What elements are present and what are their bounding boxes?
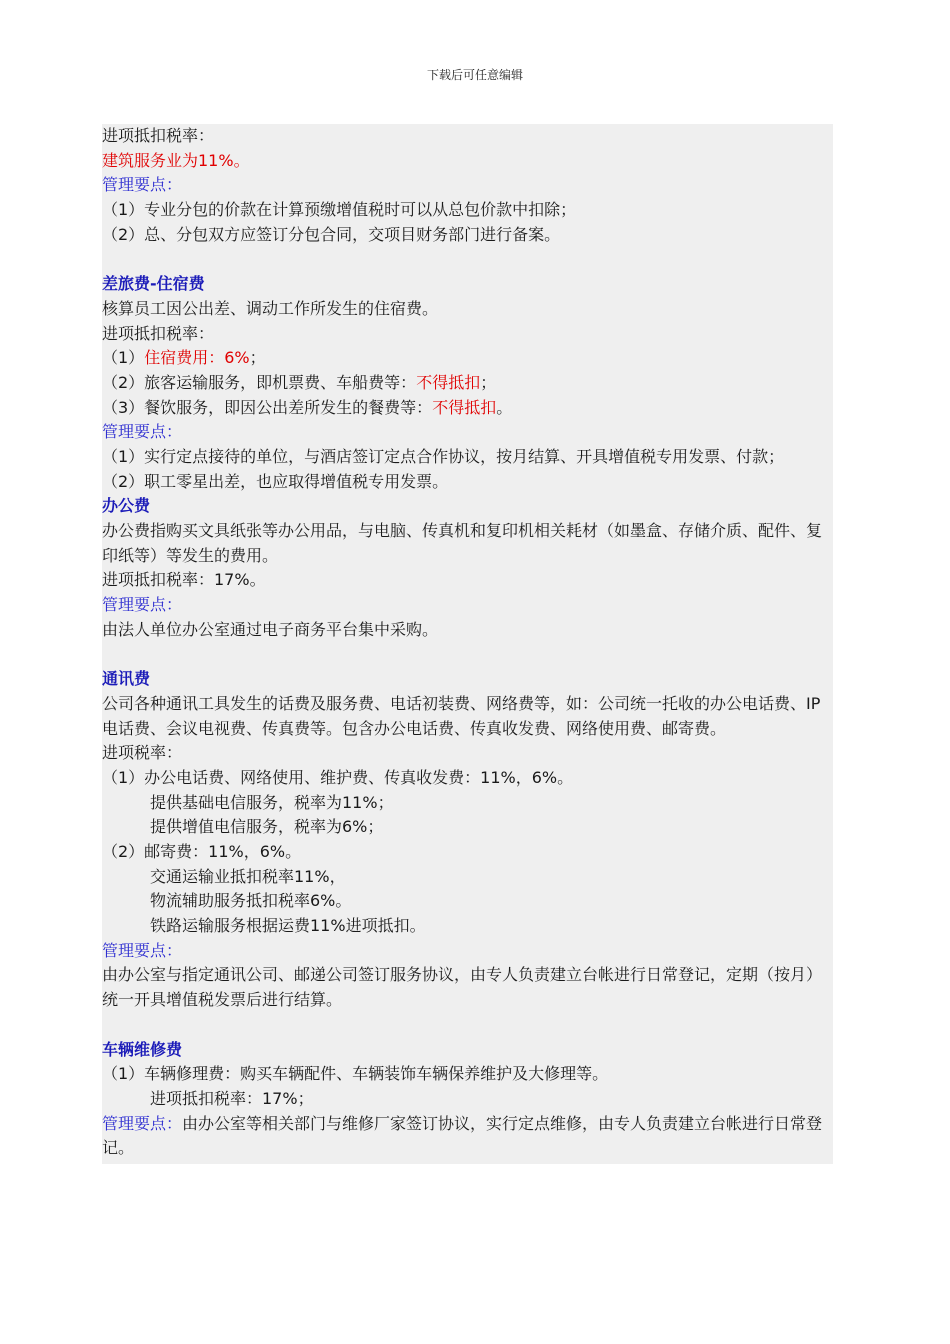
s4-rate-2a: 交通运输业抵扣税率11%， — [150, 866, 346, 886]
s2-rate-3 — [102, 396, 833, 421]
s4-rate-2c: 铁路运输服务根据运费11%进项抵扣。 — [150, 916, 426, 936]
s4-desc: 公司各种通讯工具发生的话费及服务费、电话初装费、网络费等，如：公司统一托收的办公电话费、IP电话费、会议电视费、传真费等。包含办公电话费、传真收发费、网络使用费、邮寄费。 — [102, 693, 821, 738]
s1-mgmt-label: 管理要点： — [102, 175, 183, 195]
s3-mgmt-label: 管理要点： — [102, 595, 183, 615]
s2-rate-1 — [102, 346, 833, 371]
s2-mgmt-1: （1）实行定点接待的单位，与酒店签订定点合作协议，按月结算、开具增值税专用发票、付款； — [102, 446, 785, 466]
s1-rate-label: 进项抵扣税率： — [102, 126, 215, 145]
document-body — [102, 124, 833, 1164]
s5-point-1: （1）车辆修理费：购买车辆配件、车辆装饰车辆保养维护及大修理等。 — [102, 1064, 609, 1084]
s2-r3-red: 不得抵扣 — [432, 397, 497, 417]
s5-point-1-rate: 进项抵扣税率：17%； — [150, 1088, 314, 1108]
s3-mgmt-1: 由法人单位办公室通过电子商务平台集中采购。 — [102, 619, 439, 639]
s4-rate-2: （2）邮寄费：11%，6%。 — [102, 842, 302, 862]
s4-rate-1b: 提供增值电信服务，税率为6%； — [150, 817, 384, 837]
s2-r2-suffix: ； — [480, 372, 497, 392]
s2-title: 差旅费-住宿费 — [102, 274, 205, 294]
s1-point-1: （1）专业分包的价款在计算预缴增值税时可以从总包价款中扣除； — [102, 200, 577, 220]
s2-mgmt-2: （2）职工零星出差，也应取得增值税专用发票。 — [102, 471, 449, 491]
s5-mgmt-label: 管理要点： — [102, 1113, 183, 1133]
s2-r1-prefix: （1） — [102, 348, 145, 368]
s5-mgmt-1: 由办公室等相关部门与维修厂家签订协议，实行定点维修，由专人负责建立台帐进行日常登记。 — [102, 1113, 823, 1158]
s2-r1-suffix: ； — [249, 348, 266, 368]
s5-title: 车辆维修费 — [102, 1039, 183, 1059]
s2-r2-prefix: （2）旅客运输服务，即机票费、车船费等： — [102, 372, 417, 392]
s3-title: 办公费 — [102, 496, 151, 516]
s4-rate-1a: 提供基础电信服务，税率为11%； — [150, 792, 394, 812]
s5-mgmt — [102, 1112, 833, 1161]
s2-rate-2 — [102, 371, 833, 396]
s2-rate-label: 进项抵扣税率： — [102, 323, 215, 343]
s4-mgmt-label: 管理要点： — [102, 940, 183, 960]
s3-desc: 办公费指购买文具纸张等办公用品，与电脑、传真机和复印机相关耗材（如墨盒、存储介质、配件、复印纸等）等发生的费用。 — [102, 521, 823, 565]
page-header: 下载后可任意编辑 — [426, 68, 523, 82]
s1-point-2: （2）总、分包双方应签订分包合同，交项目财务部门进行备案。 — [102, 224, 561, 244]
s4-rate-label: 进项税率： — [102, 743, 183, 763]
s2-r3-suffix: 。 — [496, 397, 513, 417]
s4-title: 通讯费 — [102, 669, 151, 689]
s4-mgmt-1: 由办公室与指定通讯公司、邮递公司签订服务协议，由专人负责建立台帐进行日常登记，定期（按月）统一开具增值税发票后进行结算。 — [102, 965, 823, 1010]
s2-desc: 核算员工因公出差、调动工作所发生的住宿费。 — [102, 298, 439, 318]
s2-r2-red: 不得抵扣 — [416, 372, 481, 392]
s4-rate-1: （1）办公电话费、网络使用、维护费、传真收发费：11%，6%。 — [102, 767, 574, 787]
s2-r1-red: 住宿费用：6% — [144, 348, 250, 368]
spacer — [102, 642, 833, 667]
spacer — [102, 247, 833, 272]
s4-rate-2b: 物流辅助服务抵扣税率6%。 — [150, 891, 352, 911]
s1-rate-value: 建筑服务业为11%。 — [102, 150, 250, 170]
s2-mgmt-label: 管理要点： — [102, 422, 183, 442]
s3-rate: 进项抵扣税率：17%。 — [102, 570, 266, 590]
spacer — [102, 1013, 833, 1038]
s2-r3-prefix: （3）餐饮服务，即因公出差所发生的餐费等： — [102, 397, 433, 417]
